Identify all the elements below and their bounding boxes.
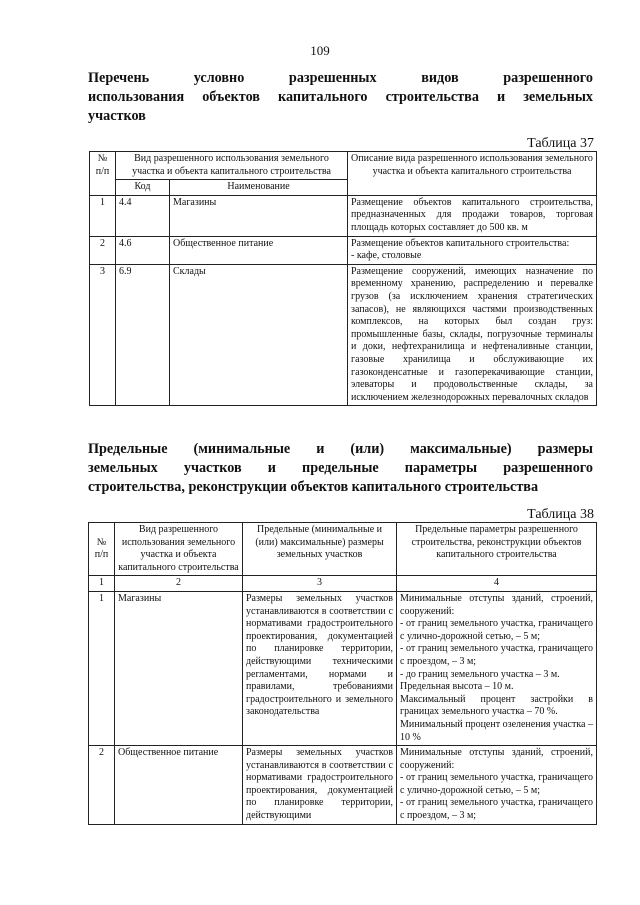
page-number: 109 [310,43,330,58]
table-row [90,264,597,406]
header-kind: Вид разрешенного использования земельного участка и объекта капитального строительства [115,523,243,576]
table-row [90,236,597,264]
header-limits: Предельные (минимальные и (или) максимальные) размеры земельных участков [243,523,397,576]
cell-desc: Размещение объектов капитального строительства, предназначенных для продажи товаров, торговая площадь которых составляет до 500 кв. м [348,195,597,236]
param-line: - от границ земельного участка, граничащего с проездом, – 3 м; [400,643,593,667]
cell-desc: Размещение сооружений, имеющих назначение по временному хранению, распределению и перевалке грузов (за исключением хранения стратегических запасов), не являющихся частями производственных комплексов, на которых был создан груз: промышленные базы, склады, погрузочные терминалы и доки, нефтехранилища и нефтеналивные станции, газовые хранилища и обслуживающие их газоконденсатные и газоперекачивающие станции, элеваторы и продовольственные склады, за исключением железнодорожных перевалочных складов [348,264,597,406]
cell-kind: Магазины [115,591,243,745]
header-params: Предельные параметры разрешенного строительства, реконструкции объектов капитального строительства [397,523,597,576]
header-code: Код [116,180,170,196]
cell-name: Склады [170,264,348,406]
table-row [90,195,597,236]
param-line: Минимальные отступы зданий, строений, сооружений: [400,592,593,617]
cell-desc [348,236,597,264]
cell-code: 6.9 [116,264,170,406]
cell-num: 2 [89,746,115,825]
colnum: 4 [397,576,597,592]
cell-desc-line: - кафе, столовые [351,250,422,262]
cell-num: 1 [89,591,115,745]
cell-params [397,591,597,745]
header-name: Наименование [170,180,348,196]
table-37-caption: Таблица 37 [527,136,594,151]
param-line: Минимальный процент озеленения участка – 10 % [400,718,593,743]
heading-line: земельных участков и предельные параметры разрешенного [88,460,593,476]
heading-line: Перечень условно разрешенных видов разрешенного [88,70,593,86]
cell-code: 4.4 [116,195,170,236]
table-row [89,591,597,745]
table-37 [89,151,597,406]
cell-name: Общественное питание [170,236,348,264]
cell-num: 3 [90,264,116,406]
header-num: № п/п [89,523,115,576]
colnum: 2 [115,576,243,592]
cell-kind: Общественное питание [115,746,243,825]
heading-line: использования объектов капитального строительства и земельных [88,89,593,105]
param-line: - от границ земельного участка, граничащего с улично-дорожной сетью, – 5 м; [400,618,593,642]
cell-limits: Размеры земельных участков устанавливаются в соответствии с нормативами градостроительного проектирования, документацией по планировке территории, действующими техническими регламентами, нормами и правилами, требованиями градостроительного и земельного законодательства [243,591,397,745]
header-desc: Описание вида разрешенного использования земельного участка и объекта капитального строительства [348,152,597,196]
colnum: 3 [243,576,397,592]
cell-name: Магазины [170,195,348,236]
cell-num: 1 [90,195,116,236]
param-line: Максимальный процент застройки в границах земельного участка – 70 %. [400,693,593,718]
heading-line: участков [88,108,146,124]
cell-params [397,746,597,825]
heading-conditional-uses [88,69,593,126]
table-row [89,746,597,825]
cell-num: 2 [90,236,116,264]
cell-code: 4.6 [116,236,170,264]
param-line: - от границ земельного участка, граничащего с проездом, – 3 м; [400,797,593,822]
header-kind: Вид разрешенного использования земельного участка и объекта капитального строительства [116,152,348,180]
heading-line: Предельные (минимальные и (или) максимальные) размеры [88,441,593,457]
heading-line: строительства, реконструкции объектов капитального строительства [88,479,539,495]
param-line: - до границ земельного участка – 3 м. [400,668,560,680]
cell-desc-line: Размещение объектов капитального строительства: [351,237,570,249]
cell-limits: Размеры земельных участков устанавливаются в соответствии с нормативами градостроительного проектирования, документацией по планировке территории, действующими [243,746,397,825]
param-line: Минимальные отступы зданий, строений, сооружений: [400,747,593,771]
param-line: - от границ земельного участка, граничащего с улично-дорожной сетью, – 5 м; [400,772,593,796]
colnum: 1 [89,576,115,592]
table-38-caption: Таблица 38 [527,507,594,522]
table-38 [88,522,597,825]
heading-limit-parameters [88,440,593,497]
header-num: № п/п [90,152,116,196]
column-numbers-row [89,576,597,592]
param-line: Предельная высота – 10 м. [400,681,514,693]
